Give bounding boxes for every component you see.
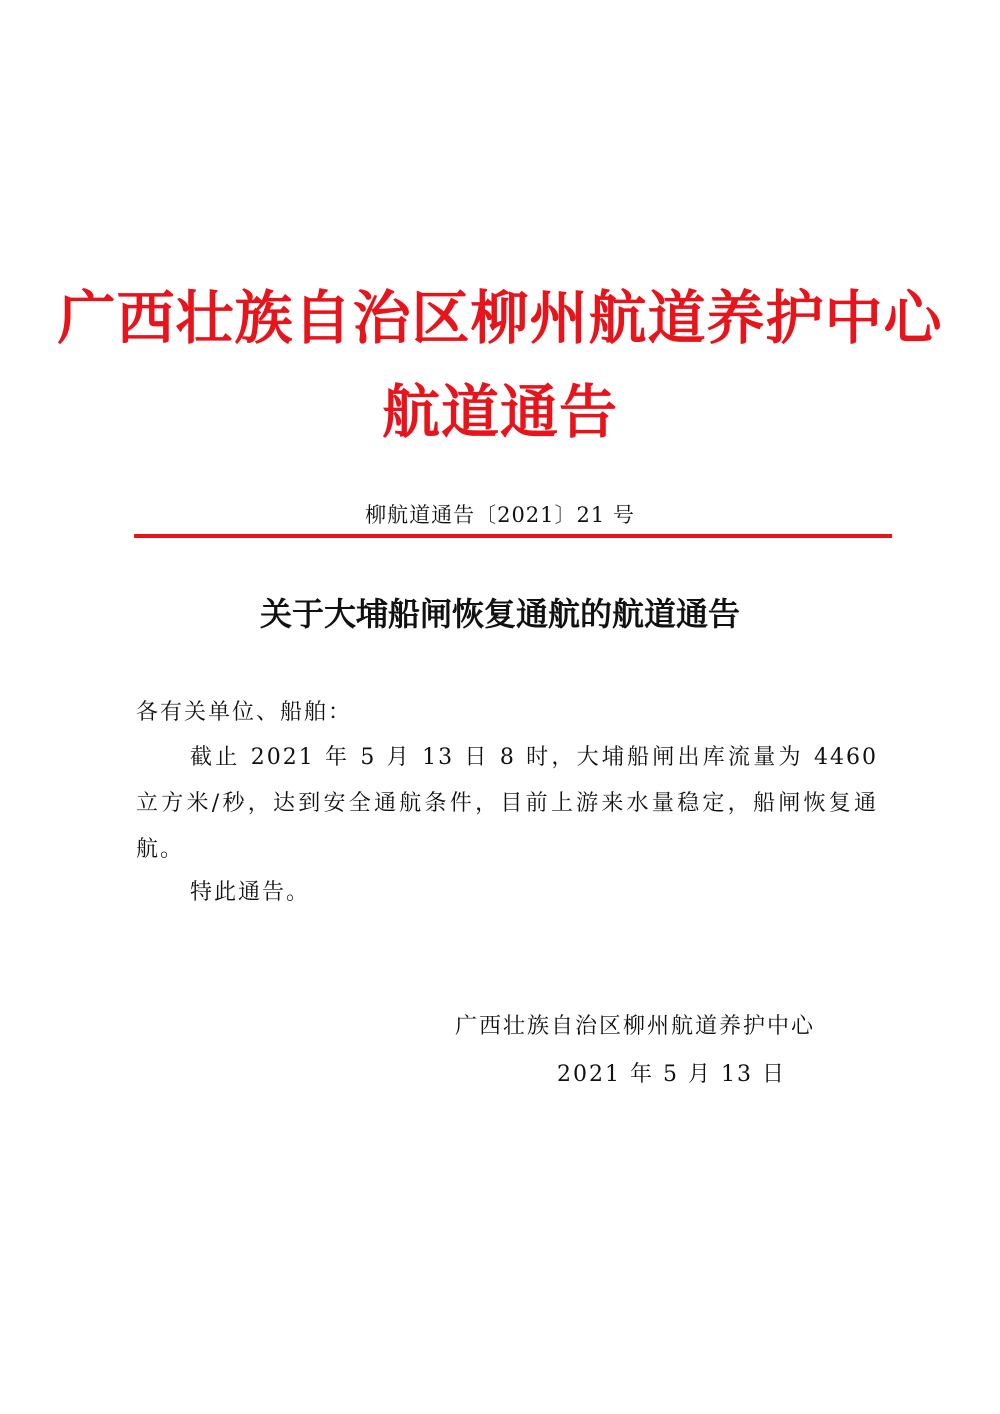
document-number: 柳航道通告〔2021〕21 号 [365, 503, 635, 527]
notice-title: 关于大埔船闸恢复通航的航道通告 [259, 595, 740, 633]
closing-paragraph: 特此通告。 [190, 880, 311, 905]
salutation: 各有关单位、船舶： [136, 700, 353, 725]
body-paragraph: 截止 2021 年 5 月 13 日 8 时，大埔船闸出库流量为 4460 立方米/秒，达到安全通航条件，目前上游来水量稳定，船闸恢复通航。 [136, 745, 878, 862]
issuing-organization-header: 广西壮族自治区柳州航道养护中心 [57, 284, 943, 352]
document-type-header: 航道通告 [381, 378, 618, 446]
signature-date: 2021 年 5 月 13 日 [557, 1062, 786, 1087]
signature-organization: 广西壮族自治区柳州航道养护中心 [455, 1014, 816, 1039]
red-header-divider [134, 534, 892, 538]
